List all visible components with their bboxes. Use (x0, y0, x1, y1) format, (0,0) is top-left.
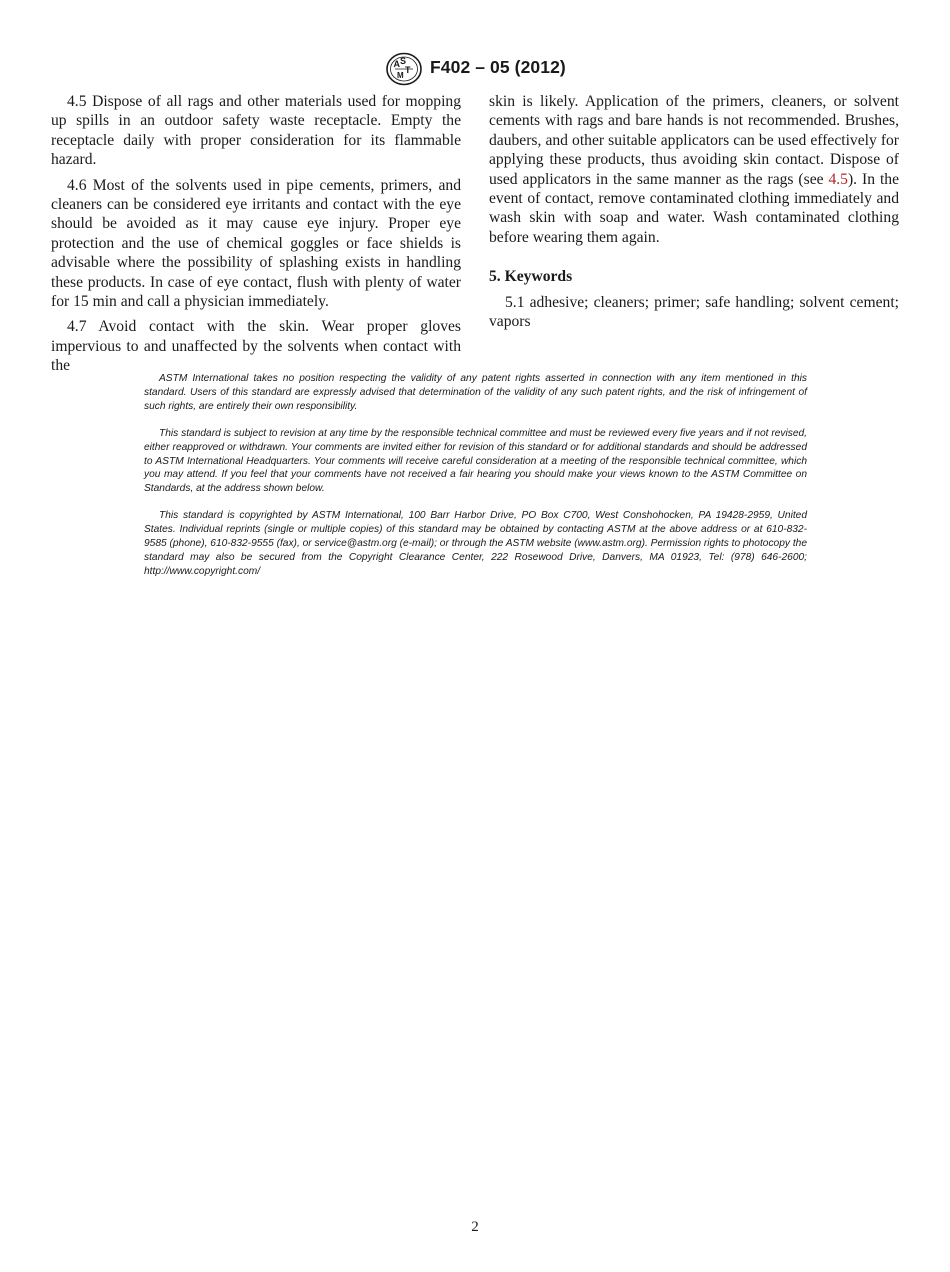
copyright-notice: This standard is copyrighted by ASTM International, 100 Barr Harbor Drive, PO Box C700, West Conshohocken, PA 19428-2959, United States. Individual reprints (single or multiple copies) of this standard may be obtained by contacting ASTM at the above address or at 610-832-9585 (phone), 610-832-9555 (fax), or service@astm.org (e-mail); or through the ASTM website (www.astm.org). Permission rights to photocopy the standard may also be secured from the Copyright Clearance Center, 222 Rosewood Drive, Danvers, MA 01923, Tel: (978) 646-2600; http://www.copyright.com/ (144, 510, 807, 577)
svg-text:M: M (397, 71, 404, 80)
page-number: 2 (471, 1219, 479, 1235)
revision-notice: This standard is subject to revision at any time by the responsible technical committee and must be reviewed every five years and if not revised, either reapproved or withdrawn. Your comments are invited either for revision of this standard or for additional standards and should be addressed to ASTM International Headquarters. Your comments will receive careful consideration at a meeting of the responsible technical committee, which you may attend. If you feel that your comments have not received a fair hearing you should make your views known to the ASTM Committee on Standards, at the address shown below. (144, 427, 807, 495)
right-column (489, 92, 899, 331)
svg-text:T: T (405, 65, 411, 75)
svg-text:S: S (400, 56, 407, 66)
svg-text:A: A (393, 59, 400, 69)
legal-notices (144, 372, 807, 579)
continuation-text-start: skin is likely. Application of the primers, cleaners, or solvent cements with rags and bare hands is not recommended. Brushes, daubers, and other suitable applicators can be used effectively for applying these products, thus avoiding skin contact. Dispose of used applicators in the same manner as the rags (see (489, 93, 899, 188)
page-header (0, 52, 950, 86)
standard-designation: F402 – 05 (2012) (430, 57, 566, 77)
paragraph-4-7: 4.7 Avoid contact with the skin. Wear proper gloves impervious to and unaffected by the solvents when contact with the (51, 318, 461, 375)
paragraph-5-1: 5.1 adhesive; cleaners; primer; safe handling; solvent cement; vapors (489, 293, 899, 331)
section-5-heading: 5. Keywords (489, 268, 573, 286)
continuation-text-end: ). In the event of contact, remove contaminated clothing immediately and wash skin with soap and water. Wash contaminated clothing before wearing them again. (489, 170, 899, 246)
paragraph-4-5: 4.5 Dispose of all rags and other materials used for mopping up spills in an outdoor safety waste receptacle. Empty the receptacle daily with proper consideration for its flammable hazard. (51, 93, 461, 169)
patent-notice: ASTM International takes no position respecting the validity of any patent rights asserted in connection with any item mentioned in this standard. Users of this standard are expressly advised that determination of the validity of any such patent rights, and the risk of infringement of such rights, are entirely their own responsibility. (144, 373, 807, 412)
section-4-5-link[interactable]: 4.5 (828, 170, 848, 188)
left-column (51, 92, 461, 376)
astm-logo-icon (385, 52, 423, 86)
paragraph-4-7-continued (489, 92, 899, 247)
paragraph-4-6: 4.6 Most of the solvents used in pipe cements, primers, and cleaners can be considered eye irritants and contact with the eye should be avoided as it may cause eye injury. Proper eye protection and the use of chemical goggles or face shields is advisable where the possibility of splashing exists in handling these products. In case of eye contact, flush with plenty of water for 15 min and call a physician immediately. (51, 176, 461, 311)
